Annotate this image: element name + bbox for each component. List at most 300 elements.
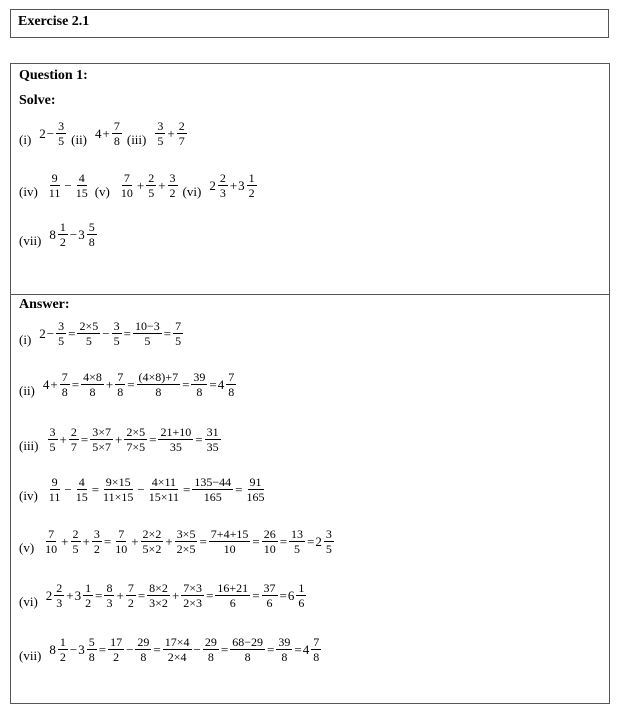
denominator: 165 (203, 490, 222, 504)
numerator: 4×8 (83, 370, 102, 384)
fraction (163, 636, 192, 663)
fraction (87, 636, 97, 663)
numerator: 68−29 (232, 635, 264, 649)
fraction (146, 172, 156, 199)
numerator: 1 (248, 171, 255, 185)
numerator: 1 (59, 220, 66, 234)
operator: − (64, 482, 72, 497)
part-label: (v) (19, 540, 35, 555)
operator: + (131, 534, 139, 549)
numerator: 26 (263, 527, 276, 541)
part-label: (ii) (71, 132, 88, 147)
numerator: 1 (298, 581, 305, 595)
fraction (155, 120, 165, 147)
part-label: (iii) (19, 438, 39, 453)
denominator: 8 (207, 650, 214, 664)
numerator: 9×15 (105, 475, 131, 489)
denominator: 8 (228, 385, 235, 399)
question-row-2 (19, 172, 258, 199)
operator: = (252, 534, 260, 549)
denominator: 11×15 (103, 490, 134, 504)
denominator: 5 (72, 542, 79, 556)
mixed-number (218, 371, 238, 398)
denominator: 8 (244, 650, 251, 664)
answer-iv (19, 476, 268, 503)
numerator: 2 (70, 425, 77, 439)
numerator: 3 (58, 319, 65, 333)
numerator: 135−44 (194, 475, 232, 489)
operator: = (137, 588, 146, 603)
number: 2 (39, 326, 46, 341)
fraction (276, 636, 292, 663)
fraction (104, 582, 114, 609)
fraction (226, 371, 236, 398)
numerator: 17 (110, 635, 123, 649)
operator: = (199, 534, 207, 549)
denominator: 35 (169, 440, 182, 454)
numerator: 2 (178, 119, 185, 133)
fraction (137, 371, 181, 398)
denominator: 8 (281, 650, 288, 664)
numerator: 2 (72, 527, 79, 541)
numerator: 3 (58, 119, 65, 133)
numerator: 39 (193, 370, 206, 384)
whole-part: 3 (74, 588, 82, 603)
numerator: 7 (228, 370, 235, 384)
fraction (168, 172, 178, 199)
denominator: 10 (115, 542, 128, 556)
part-label: (iv) (19, 488, 38, 503)
expression (39, 120, 67, 147)
operator: = (95, 588, 103, 603)
expression (46, 582, 308, 609)
denominator: 5 (294, 542, 301, 556)
numerator: 2×5 (126, 425, 146, 439)
fraction (245, 476, 267, 503)
denominator: 15×11 (148, 490, 180, 504)
operator: = (220, 642, 229, 657)
operator: − (69, 227, 78, 242)
numerator: 8 (106, 581, 113, 595)
exercise-title-box (10, 9, 609, 38)
fraction (74, 172, 90, 199)
numerator: 7 (117, 370, 124, 384)
denominator: 2 (85, 596, 92, 610)
numerator: 3 (113, 319, 120, 333)
fraction (135, 636, 151, 663)
fraction (58, 221, 68, 248)
denominator: 5 (49, 440, 56, 454)
denominator: 10 (223, 542, 236, 556)
numerator: 3 (169, 171, 176, 185)
operator: = (307, 534, 315, 549)
fraction (83, 582, 93, 609)
fraction (77, 320, 100, 347)
numerator: 3 (49, 425, 56, 439)
numerator: 2 (148, 171, 155, 185)
part-label: (iii) (126, 132, 147, 147)
fraction (74, 476, 90, 503)
numerator: 3×7 (92, 425, 111, 439)
answer-v (19, 528, 335, 555)
denominator: 2×3 (183, 596, 203, 610)
part-label: (iv) (19, 184, 38, 199)
operator: = (195, 432, 203, 447)
fraction (230, 636, 265, 663)
whole-part: 6 (287, 588, 295, 603)
denominator: 2 (59, 235, 66, 249)
fraction (192, 476, 233, 503)
numerator: 5 (88, 635, 95, 649)
numerator: 29 (137, 635, 150, 649)
numerator: 2×2 (142, 527, 162, 541)
numerator: 4 (78, 171, 85, 185)
numerator: 7 (61, 370, 68, 384)
question-prompt: Solve: (19, 93, 56, 108)
numerator: 2×5 (79, 319, 99, 333)
part-label: (vii) (19, 648, 42, 663)
numerator: 1 (85, 581, 92, 595)
section-divider (11, 294, 609, 295)
mixed-number (303, 636, 323, 663)
operator: − (137, 482, 145, 497)
operator: = (267, 642, 275, 657)
mixed-number (78, 636, 98, 663)
whole-part: 2 (45, 588, 53, 603)
fraction (112, 320, 122, 347)
expression (118, 172, 179, 199)
denominator: 5 (144, 334, 151, 348)
operator: = (123, 326, 131, 341)
fraction (173, 320, 183, 347)
denominator: 5 (85, 334, 92, 348)
operator: = (149, 432, 157, 447)
expression (154, 120, 187, 147)
numerator: 4×11 (151, 475, 177, 489)
operator: + (66, 588, 74, 603)
operator: = (252, 588, 260, 603)
part-label: (i) (19, 132, 32, 147)
fraction (87, 221, 97, 248)
denominator: 3 (219, 186, 226, 200)
mixed-number (315, 528, 335, 555)
operator: + (102, 126, 110, 141)
denominator: 5×7 (92, 440, 111, 454)
operator: = (206, 588, 214, 603)
fraction (47, 172, 63, 199)
answer-ii (19, 371, 237, 398)
fraction (311, 636, 321, 663)
fraction (324, 528, 334, 555)
numerator: 17×4 (164, 635, 190, 649)
question-part-i (19, 120, 67, 147)
denominator: 8 (113, 134, 120, 148)
question-row-1 (19, 120, 188, 147)
denominator: 8 (140, 650, 147, 664)
fraction (69, 426, 79, 453)
denominator: 15 (75, 186, 88, 200)
operator: + (105, 377, 114, 392)
whole-part: 4 (302, 642, 310, 657)
fraction (191, 371, 207, 398)
fraction (58, 636, 68, 663)
denominator: 2 (113, 650, 120, 664)
mixed-number (209, 172, 229, 199)
fraction (209, 528, 251, 555)
numerator: 9 (51, 171, 58, 185)
denominator: 8 (196, 385, 203, 399)
numerator: 31 (206, 425, 219, 439)
fraction (126, 582, 136, 609)
denominator: 2 (248, 186, 255, 200)
operator: = (68, 326, 76, 341)
fraction (289, 528, 305, 555)
whole-part: 8 (49, 227, 56, 242)
question-part-v (95, 172, 179, 199)
operator: = (235, 482, 243, 497)
number: 2 (39, 126, 46, 141)
operator: = (183, 482, 191, 497)
denominator: 2×5 (176, 542, 196, 556)
numerator: 39 (278, 635, 291, 649)
fraction (147, 582, 170, 609)
fraction (71, 528, 81, 555)
numerator: 4 (78, 475, 85, 489)
numerator: 13 (291, 527, 304, 541)
numerator: 7 (113, 119, 120, 133)
operator: = (127, 377, 135, 392)
fraction (101, 476, 135, 503)
operator: = (98, 642, 107, 657)
fraction (47, 476, 63, 503)
denominator: 8 (89, 385, 96, 399)
mixed-number (288, 582, 308, 609)
number: 4 (42, 377, 50, 392)
numerator: 7 (127, 581, 134, 595)
part-label: (vii) (19, 233, 42, 248)
numerator: 2 (56, 581, 63, 595)
fraction (90, 426, 113, 453)
operator: + (61, 534, 69, 549)
answer-iii (19, 426, 222, 453)
numerator: 7 (175, 319, 182, 333)
numerator: 10−3 (134, 319, 160, 333)
numerator: 2 (219, 171, 226, 185)
operator: + (158, 178, 166, 193)
fraction (247, 172, 257, 199)
numerator: 37 (263, 581, 276, 595)
operator: = (103, 534, 112, 549)
whole-part: 8 (49, 642, 56, 657)
fraction (108, 636, 124, 663)
mixed-number (46, 582, 66, 609)
denominator: 2×4 (167, 650, 187, 664)
whole-part: 2 (209, 178, 216, 193)
operator: − (102, 326, 110, 341)
fraction (181, 582, 204, 609)
part-label: (v) (94, 184, 110, 199)
fraction (296, 582, 306, 609)
operator: = (209, 377, 217, 392)
exercise-title: Exercise 2.1 (18, 14, 90, 29)
denominator: 8 (88, 235, 95, 249)
number: 4 (95, 126, 102, 141)
numerator: 3 (93, 527, 100, 541)
expression (49, 221, 97, 248)
operator: = (163, 326, 172, 341)
denominator: 7 (70, 440, 77, 454)
question-answer-box (10, 63, 610, 704)
numerator: 29 (204, 635, 217, 649)
denominator: 2 (59, 650, 66, 664)
denominator: 2 (169, 186, 176, 200)
fraction (60, 371, 70, 398)
fraction (218, 172, 228, 199)
fraction (113, 528, 129, 555)
denominator: 15 (75, 490, 88, 504)
mixed-number (49, 636, 69, 663)
fraction (54, 582, 64, 609)
fraction (119, 172, 135, 199)
numerator: 9 (51, 475, 58, 489)
part-label: (i) (19, 332, 32, 347)
expression (42, 528, 335, 555)
denominator: 10 (45, 542, 58, 556)
operator: = (71, 377, 80, 392)
denominator: 165 (246, 490, 265, 504)
numerator: 21+10 (160, 425, 192, 439)
numerator: 7 (313, 635, 320, 649)
fraction (158, 426, 193, 453)
fraction (81, 371, 104, 398)
expression (46, 476, 268, 503)
operator: + (167, 126, 175, 141)
question-part-vi (183, 172, 258, 199)
whole-part: 2 (315, 534, 322, 549)
denominator: 5 (148, 186, 155, 200)
expression (43, 371, 237, 398)
expression (49, 636, 322, 663)
expression (95, 120, 123, 147)
fraction (177, 120, 187, 147)
mixed-number (49, 221, 69, 248)
question-part-vii (19, 221, 98, 248)
operator: − (46, 126, 55, 141)
fraction (215, 582, 250, 609)
operator: = (279, 534, 288, 549)
operator: + (82, 534, 90, 549)
denominator: 5 (113, 334, 120, 348)
fraction (205, 426, 221, 453)
operator: − (126, 642, 134, 657)
fraction (115, 371, 125, 398)
whole-part: 3 (78, 227, 85, 242)
numerator: 5 (88, 220, 95, 234)
denominator: 8 (61, 385, 68, 399)
operator: + (59, 432, 67, 447)
denominator: 5 (58, 334, 65, 348)
part-label: (vi) (19, 594, 38, 609)
denominator: 6 (229, 596, 236, 610)
numerator: 8×2 (149, 581, 168, 595)
whole-part: 3 (238, 178, 245, 193)
expression (209, 172, 257, 199)
operator: + (114, 432, 123, 447)
answer-vi (19, 582, 307, 609)
part-label: (ii) (19, 383, 35, 398)
mixed-number (238, 172, 258, 199)
operator: + (116, 588, 124, 603)
expression (47, 426, 222, 453)
operator: + (171, 588, 180, 603)
denominator: 5 (157, 134, 164, 148)
denominator: 10 (120, 186, 133, 200)
numerator: (4×8)+7 (138, 370, 179, 384)
question-heading: Question 1: (19, 68, 88, 83)
question-part-ii (71, 120, 123, 147)
denominator: 11 (48, 490, 61, 504)
numerator: 3×5 (176, 527, 196, 541)
denominator: 11 (48, 186, 61, 200)
denominator: 5 (58, 134, 65, 148)
denominator: 10 (263, 542, 276, 556)
fraction (92, 528, 102, 555)
operator: + (165, 534, 173, 549)
fraction (133, 320, 162, 347)
mixed-number (75, 582, 95, 609)
denominator: 6 (266, 596, 273, 610)
numerator: 7×3 (183, 581, 203, 595)
operator: = (182, 377, 190, 392)
fraction (48, 426, 58, 453)
denominator: 5×2 (142, 542, 162, 556)
question-part-iv (19, 172, 91, 199)
question-row-3 (19, 221, 98, 248)
fraction (147, 476, 181, 503)
fraction (56, 120, 66, 147)
denominator: 35 (206, 440, 219, 454)
denominator: 2 (93, 542, 100, 556)
operator: = (80, 432, 89, 447)
fraction (141, 528, 164, 555)
denominator: 5 (325, 542, 332, 556)
operator: − (69, 642, 78, 657)
denominator: 3 (106, 596, 113, 610)
operator: − (64, 178, 72, 193)
operator: = (279, 588, 287, 603)
fraction (262, 528, 278, 555)
answer-heading: Answer: (19, 297, 70, 312)
denominator: 6 (298, 596, 305, 610)
fraction (124, 426, 147, 453)
operator: = (91, 482, 100, 497)
operator: = (294, 642, 302, 657)
fraction (43, 528, 59, 555)
whole-part: 4 (217, 377, 225, 392)
operator: + (229, 178, 238, 193)
fraction (203, 636, 219, 663)
denominator: 8 (313, 650, 320, 664)
question-part-iii (127, 120, 188, 147)
operator: = (153, 642, 161, 657)
numerator: 91 (249, 475, 262, 489)
numerator: 3 (157, 119, 164, 133)
denominator: 2 (127, 596, 134, 610)
numerator: 7+4+15 (210, 527, 249, 541)
answer-vii (19, 636, 322, 663)
numerator: 3 (325, 527, 332, 541)
fraction (175, 528, 198, 555)
